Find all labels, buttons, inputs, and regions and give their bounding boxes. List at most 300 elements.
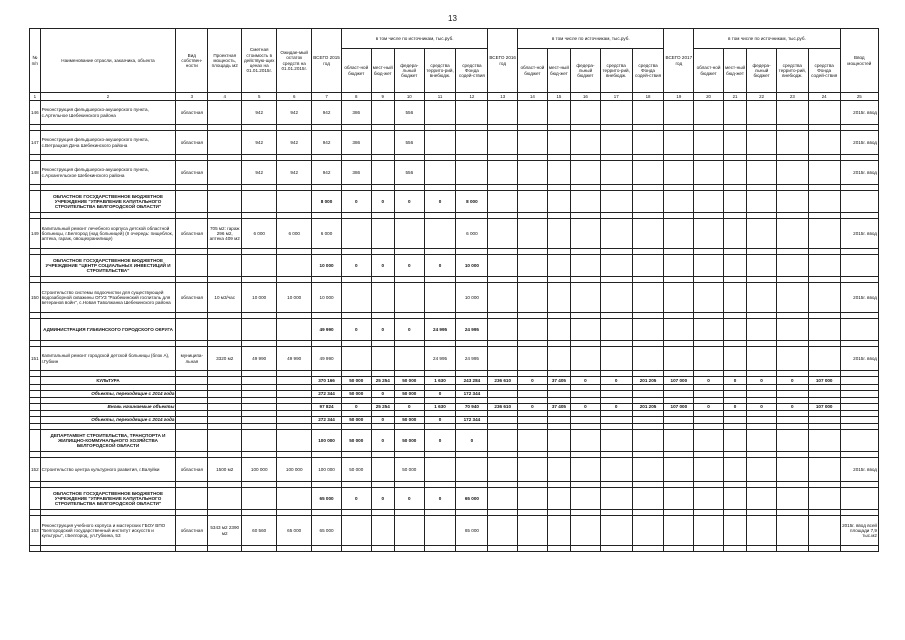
row-number [30, 377, 41, 385]
value-cell [776, 347, 808, 371]
group-name: ОБЛАСТНОЕ ГОСУДАРСТВЕННОЕ БЮДЖЕТНОЕ УЧРЕЖДЕНИЕ "ЦЕНТР СОЦИАЛЬНЫХ ИНВЕСТИЦИЙ И СТРОИТЕЛЬСТВА" [40, 255, 176, 277]
value-cell: 201 205 [632, 404, 664, 411]
column-number: 13 [488, 93, 518, 101]
estimate-cost [242, 430, 277, 452]
value-cell: 272 344 [312, 417, 342, 424]
value-cell [694, 319, 724, 341]
ownership: областная [176, 283, 208, 313]
value-cell: 0 [456, 430, 488, 452]
value-cell [664, 430, 694, 452]
value-cell: 107 000 [808, 404, 840, 411]
ownership [176, 430, 208, 452]
row-number [30, 430, 41, 452]
group-row [30, 319, 879, 341]
estimate-cost: 10 000 [242, 283, 277, 313]
estimate-cost [242, 377, 277, 385]
object-name: Реконструкция учебного корпуса и мастерских ГБОУ ВПО "Белгородский государственный институт искусств и культуры", г.Белгород, ул.Губкина, 53 [40, 516, 176, 546]
object-name: Реконструкция фельдшерско-акушерского пункта, с.Ветрацкая Дача Шебекинского района [40, 131, 176, 155]
value-cell [664, 391, 694, 398]
value-cell [694, 391, 724, 398]
value-cell [341, 219, 371, 249]
column-number: 23 [776, 93, 808, 101]
commissioning [840, 488, 878, 510]
value-cell: 10 000 [456, 255, 488, 277]
value-cell [723, 458, 746, 482]
value-cell [488, 161, 518, 185]
value-cell: 236 610 [488, 377, 518, 385]
capacity [208, 255, 242, 277]
value-cell: 172 344 [456, 391, 488, 398]
header-commissioning: Ввод мощностей [840, 29, 878, 93]
value-cell: 49 990 [312, 347, 342, 371]
value-cell [571, 191, 601, 213]
expected-rest [277, 391, 312, 398]
header-src-social: средства Фонда содей-ствия [456, 49, 488, 93]
value-cell [747, 417, 777, 424]
value-cell [776, 283, 808, 313]
value-cell [808, 101, 840, 125]
row-number: 148 [30, 161, 41, 185]
value-cell: 272 344 [312, 391, 342, 398]
value-cell [518, 219, 548, 249]
group-name: ОБЛАСТНОЕ ГОСУДАРСТВЕННОЕ БЮДЖЕТНОЕ УЧРЕЖДЕНИЕ "УПРАВЛЕНИЕ КАПИТАЛЬНОГО СТРОИТЕЛЬСТВА БЕЛГОРОДСКОЙ ОБЛАСТИ" [40, 191, 176, 213]
value-cell [456, 458, 488, 482]
value-cell [518, 488, 548, 510]
expected-rest [277, 319, 312, 341]
value-cell: 25 254 [371, 377, 394, 385]
value-cell [394, 516, 424, 546]
value-cell [664, 161, 694, 185]
commissioning [840, 191, 878, 213]
value-cell [547, 131, 570, 155]
value-cell [518, 161, 548, 185]
value-cell [747, 131, 777, 155]
value-cell [694, 131, 724, 155]
column-number: 3 [176, 93, 208, 101]
group-name: Объекты, переходящие с 2014 года [40, 417, 176, 424]
ownership: областная [176, 161, 208, 185]
value-cell [371, 347, 394, 371]
commissioning: 2015г. ввод всей площади 7,9 тыс.м2 [840, 516, 878, 546]
header-sources-2015: в том числе по источникам, тыс.руб. [341, 29, 487, 49]
value-cell: 65 000 [456, 516, 488, 546]
expected-rest: 942 [277, 161, 312, 185]
value-cell [808, 161, 840, 185]
value-cell [456, 131, 488, 155]
value-cell [571, 283, 601, 313]
value-cell [547, 430, 570, 452]
value-cell: 37 405 [547, 377, 570, 385]
value-cell [694, 516, 724, 546]
header-expected-rest: Ожидае-мый остаток средств на 01.01.2015г. [277, 29, 312, 93]
value-cell [808, 391, 840, 398]
estimate-cost: 100 000 [242, 458, 277, 482]
value-cell [600, 191, 632, 213]
capacity [208, 161, 242, 185]
value-cell: 0 [341, 488, 371, 510]
value-cell [632, 219, 664, 249]
header-sources-2016: в том числе по источникам, тыс.руб. [518, 29, 664, 49]
column-number: 8 [341, 93, 371, 101]
value-cell: 556 [394, 131, 424, 155]
value-cell [600, 283, 632, 313]
column-number: 11 [424, 93, 456, 101]
expected-rest: 10 000 [277, 283, 312, 313]
value-cell: 107 000 [664, 377, 694, 385]
column-number: 1 [30, 93, 41, 101]
table-row [30, 516, 879, 546]
header-src-federal: федера-льный бюджет [394, 49, 424, 93]
value-cell [518, 101, 548, 125]
value-cell: 0 [394, 255, 424, 277]
value-cell [488, 255, 518, 277]
value-cell: 0 [600, 404, 632, 411]
column-number: 25 [840, 93, 878, 101]
value-cell [600, 319, 632, 341]
value-cell [547, 191, 570, 213]
row-number [30, 488, 41, 510]
estimate-cost [242, 255, 277, 277]
value-cell [571, 219, 601, 249]
value-cell: 556 [394, 161, 424, 185]
value-cell: 8 000 [456, 191, 488, 213]
value-cell: 50 000 [394, 377, 424, 385]
header-total-2015: ВСЕГО 2015 год [312, 29, 342, 93]
value-cell: 50 000 [394, 430, 424, 452]
value-cell: 50 000 [394, 391, 424, 398]
value-cell [747, 101, 777, 125]
value-cell: 0 [341, 319, 371, 341]
value-cell [632, 101, 664, 125]
column-number: 14 [518, 93, 548, 101]
value-cell: 24 995 [456, 319, 488, 341]
table-row [30, 131, 879, 155]
value-cell [694, 430, 724, 452]
value-cell [571, 101, 601, 125]
sub-row [30, 417, 879, 424]
value-cell: 0 [394, 319, 424, 341]
value-cell [694, 347, 724, 371]
capacity [208, 417, 242, 424]
column-number: 16 [571, 93, 601, 101]
estimate-cost: 942 [242, 131, 277, 155]
header-total-2017: ВСЕГО 2017 год [664, 29, 694, 93]
value-cell [571, 391, 601, 398]
value-cell [776, 417, 808, 424]
value-cell [547, 319, 570, 341]
value-cell: 0 [341, 255, 371, 277]
row-number [30, 391, 41, 398]
value-cell [341, 347, 371, 371]
value-cell [547, 101, 570, 125]
column-number: 20 [694, 93, 724, 101]
value-cell [808, 430, 840, 452]
value-cell [571, 161, 601, 185]
value-cell [600, 161, 632, 185]
value-cell [518, 516, 548, 546]
value-cell [571, 319, 601, 341]
estimate-cost: 60 560 [242, 516, 277, 546]
value-cell [747, 283, 777, 313]
investment-table [29, 28, 879, 552]
value-cell [394, 219, 424, 249]
value-cell: 97 824 [312, 404, 342, 411]
capacity [208, 191, 242, 213]
ownership: муниципа-льная [176, 347, 208, 371]
group-row [30, 430, 879, 452]
value-cell [747, 430, 777, 452]
spacer-row [30, 546, 879, 552]
column-number: 4 [208, 93, 242, 101]
value-cell: 0 [371, 191, 394, 213]
value-cell [747, 161, 777, 185]
value-cell [547, 391, 570, 398]
value-cell [664, 283, 694, 313]
estimate-cost [242, 191, 277, 213]
value-cell: 0 [518, 404, 548, 411]
value-cell: 24 995 [424, 347, 456, 371]
commissioning: 2015г. ввод [840, 101, 878, 125]
value-cell [518, 319, 548, 341]
page-number: 13 [448, 14, 457, 23]
expected-rest: 65 000 [277, 516, 312, 546]
value-cell: 0 [723, 404, 746, 411]
group-row [30, 255, 879, 277]
value-cell: 0 [518, 377, 548, 385]
value-cell: 50 000 [341, 377, 371, 385]
value-cell [632, 516, 664, 546]
expected-rest: 942 [277, 101, 312, 125]
value-cell: 10 000 [312, 255, 342, 277]
object-name: Капитальный ремонт городской детской больницы (блок А), г.Губкин [40, 347, 176, 371]
value-cell [518, 255, 548, 277]
ownership [176, 377, 208, 385]
value-cell [600, 131, 632, 155]
value-cell: 50 000 [341, 417, 371, 424]
value-cell [776, 101, 808, 125]
estimate-cost: 49 990 [242, 347, 277, 371]
capacity [208, 101, 242, 125]
commissioning [840, 377, 878, 385]
value-cell [808, 255, 840, 277]
value-cell [747, 319, 777, 341]
value-cell [488, 319, 518, 341]
value-cell [571, 458, 601, 482]
value-cell [632, 430, 664, 452]
value-cell: 24 995 [424, 319, 456, 341]
value-cell [664, 191, 694, 213]
group-name: Вновь начинаемые объекты [40, 404, 176, 411]
value-cell: 386 [341, 131, 371, 155]
ownership: областная [176, 219, 208, 249]
value-cell [547, 347, 570, 371]
value-cell: 24 995 [456, 347, 488, 371]
value-cell: 50 000 [341, 458, 371, 482]
value-cell [518, 131, 548, 155]
value-cell [547, 488, 570, 510]
value-cell: 172 344 [456, 417, 488, 424]
value-cell [723, 191, 746, 213]
value-cell [776, 391, 808, 398]
header-src-local: мест-ный бюд-жет [723, 49, 746, 93]
value-cell [424, 161, 456, 185]
capacity: 3320 м2 [208, 347, 242, 371]
value-cell: 0 [371, 417, 394, 424]
header-src-regional: област-ной бюджет [341, 49, 371, 93]
object-name: Реконструкция фельдшерско-акушерского пункта, с.Архангельское Шебекинского района [40, 161, 176, 185]
value-cell: 0 [394, 488, 424, 510]
header-capacity: Проектная мощность, площадь м2 [208, 29, 242, 93]
group-name: АДМИНИСТРАЦИЯ ГУБКИНСКОГО ГОРОДСКОГО ОКРУГА [40, 319, 176, 341]
value-cell [547, 255, 570, 277]
value-cell [723, 101, 746, 125]
value-cell [518, 430, 548, 452]
commissioning [840, 430, 878, 452]
value-cell [808, 488, 840, 510]
value-cell: 942 [312, 101, 342, 125]
value-cell [632, 319, 664, 341]
value-cell [694, 219, 724, 249]
header-name: Наименование отрасли, заказчика, объекта [40, 29, 176, 93]
commissioning: 2015г. ввод [840, 283, 878, 313]
value-cell: 0 [776, 404, 808, 411]
column-number: 7 [312, 93, 342, 101]
value-cell: 201 205 [632, 377, 664, 385]
value-cell [632, 391, 664, 398]
value-cell: 0 [571, 404, 601, 411]
value-cell [776, 430, 808, 452]
value-cell: 0 [424, 488, 456, 510]
commissioning: 2015г. ввод [840, 219, 878, 249]
value-cell [456, 161, 488, 185]
value-cell: 6 000 [456, 219, 488, 249]
header-estimate-cost: Сметная стоимость в действую-щих ценах на 01.01.2015г. [242, 29, 277, 93]
value-cell [723, 161, 746, 185]
value-cell: 0 [694, 377, 724, 385]
value-cell [424, 219, 456, 249]
value-cell [808, 219, 840, 249]
expected-rest [277, 417, 312, 424]
header-src-regional: област-ной бюджет [694, 49, 724, 93]
value-cell [547, 219, 570, 249]
value-cell [632, 283, 664, 313]
value-cell: 0 [694, 404, 724, 411]
value-cell [547, 417, 570, 424]
commissioning [840, 404, 878, 411]
sub-row [30, 404, 879, 411]
value-cell [424, 458, 456, 482]
value-cell [723, 131, 746, 155]
header-src-social: средства Фонда содей-ствия [808, 49, 840, 93]
value-cell [632, 131, 664, 155]
value-cell [371, 219, 394, 249]
value-cell [808, 131, 840, 155]
value-cell [723, 516, 746, 546]
value-cell [808, 191, 840, 213]
value-cell [694, 417, 724, 424]
header-total-2016: ВСЕГО 2016 год [488, 29, 518, 93]
group-name: КУЛЬТУРА [40, 377, 176, 385]
value-cell [488, 458, 518, 482]
value-cell [571, 417, 601, 424]
value-cell: 0 [571, 377, 601, 385]
expected-rest [277, 191, 312, 213]
value-cell [600, 516, 632, 546]
group-row [30, 191, 879, 213]
row-number: 146 [30, 101, 41, 125]
value-cell [664, 488, 694, 510]
object-name: Капитальный ремонт лечебного корпуса детской областной больницы, г.Белгород (над больницей) (II очередь: пищеблок, аптека, гараж, овощехранилище) [40, 219, 176, 249]
estimate-cost [242, 404, 277, 411]
value-cell [571, 430, 601, 452]
value-cell [518, 391, 548, 398]
value-cell [600, 488, 632, 510]
value-cell [571, 347, 601, 371]
value-cell [424, 131, 456, 155]
value-cell [424, 283, 456, 313]
value-cell [571, 488, 601, 510]
sub-row [30, 391, 879, 398]
value-cell: 6 000 [312, 219, 342, 249]
value-cell [747, 391, 777, 398]
commissioning [840, 255, 878, 277]
ownership: областная [176, 101, 208, 125]
value-cell: 0 [424, 417, 456, 424]
value-cell [776, 319, 808, 341]
value-cell [371, 131, 394, 155]
header-src-local: мест-ный бюд-жет [371, 49, 394, 93]
value-cell [723, 283, 746, 313]
estimate-cost [242, 417, 277, 424]
value-cell: 942 [312, 131, 342, 155]
value-cell: 386 [341, 101, 371, 125]
commissioning [840, 391, 878, 398]
value-cell: 100 000 [312, 458, 342, 482]
value-cell: 0 [424, 430, 456, 452]
value-cell [488, 283, 518, 313]
value-cell [600, 458, 632, 482]
value-cell [341, 516, 371, 546]
value-cell: 70 940 [456, 404, 488, 411]
value-cell [632, 191, 664, 213]
header-sources-2017: в том числе по источникам, тыс.руб. [694, 29, 840, 49]
row-number: 153 [30, 516, 41, 546]
value-cell [394, 283, 424, 313]
column-number: 12 [456, 93, 488, 101]
value-cell [394, 347, 424, 371]
value-cell: 0 [394, 191, 424, 213]
value-cell [632, 488, 664, 510]
value-cell [723, 347, 746, 371]
value-cell [664, 131, 694, 155]
capacity [208, 131, 242, 155]
value-cell [664, 319, 694, 341]
value-cell: 0 [341, 191, 371, 213]
table-row [30, 101, 879, 125]
value-cell: 1 630 [424, 404, 456, 411]
value-cell [600, 101, 632, 125]
ownership [176, 391, 208, 398]
value-cell: 0 [424, 255, 456, 277]
value-cell [723, 430, 746, 452]
estimate-cost [242, 391, 277, 398]
ownership: областная [176, 516, 208, 546]
header-src-federal: федера-льный бюджет [747, 49, 777, 93]
value-cell [371, 161, 394, 185]
value-cell: 0 [371, 319, 394, 341]
column-number: 24 [808, 93, 840, 101]
commissioning [840, 319, 878, 341]
